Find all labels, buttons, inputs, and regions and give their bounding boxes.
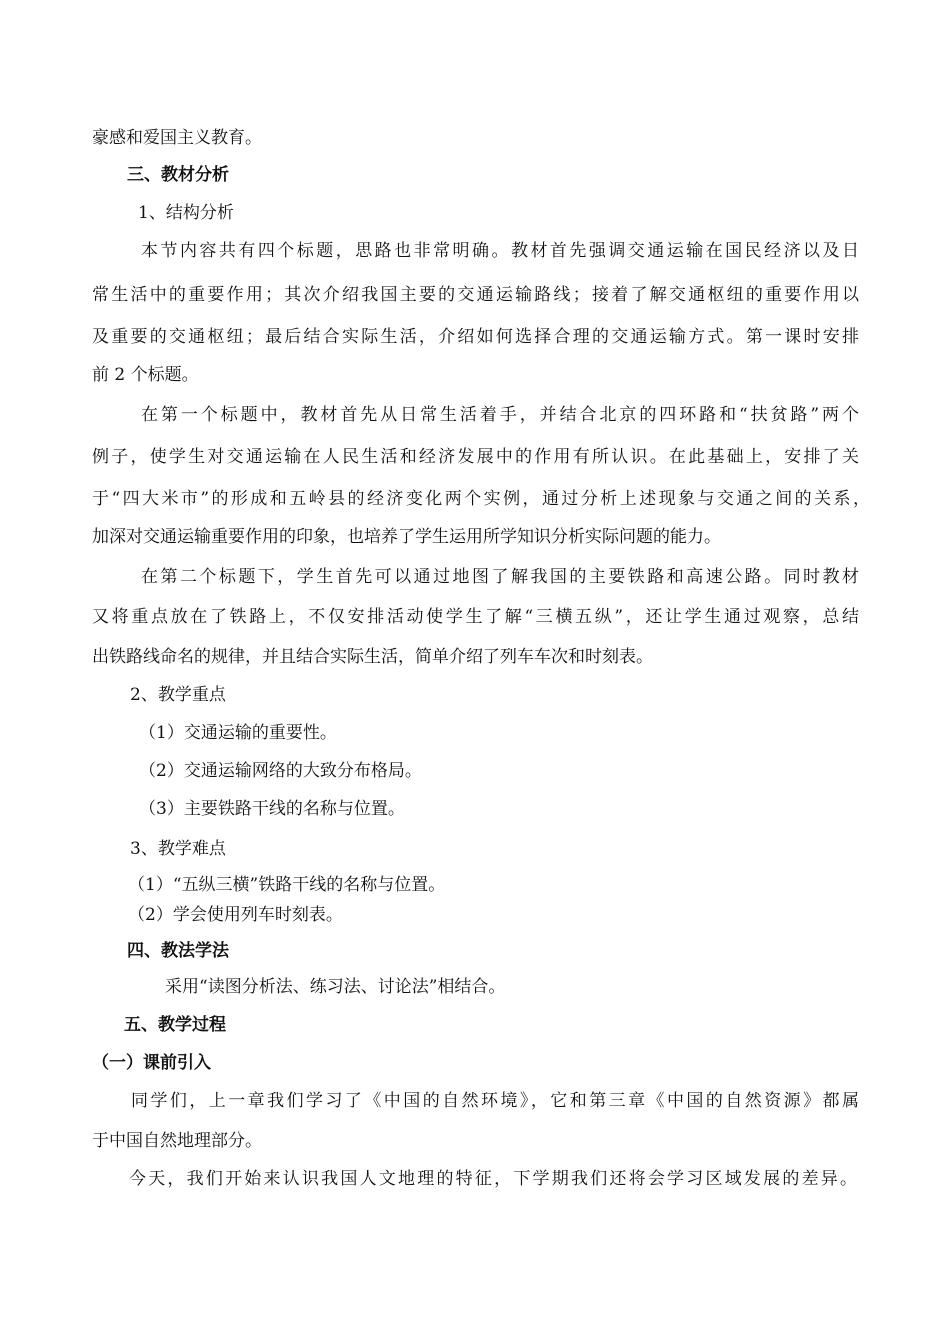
subsection-heading-intro: （一）课前引入 (92, 1053, 211, 1073)
paragraph-line: 今天，我们开始来认识我国人文地理的特征，下学期我们还将会学习区域发展的差异。 (129, 1169, 857, 1189)
paragraph-line: 本节内容共有四个标题，思路也非常明确。教材首先强调交通运输在国民经济以及日 (141, 241, 859, 261)
paragraph-line: 又将重点放在了铁路上，不仅安排活动使学生了解“三横五纵”，还让学生通过观察，总结 (92, 607, 859, 627)
subheading-key-points: 2、教学重点 (130, 685, 226, 705)
subheading-difficulties: 3、教学难点 (130, 839, 226, 859)
paragraph-line: 出铁路线命名的规律，并且结合实际生活，简单介绍了列车车次和时刻表。 (92, 647, 653, 667)
list-item: （3）主要铁路干线的名称与位置。 (139, 799, 405, 819)
paragraph-line: 加深对交通运输重要作用的印象，也培养了学生运用所学知识分析实际问题的能力。 (92, 527, 721, 547)
list-item: （2）学会使用列车时刻表。 (128, 905, 343, 925)
section-heading-materials: 三、教材分析 (127, 165, 229, 185)
paragraph-line: 例子，使学生对交通运输在人民生活和经济发展中的作用有所认识。在此基础上，安排了关 (92, 447, 859, 467)
paragraph-line: 前 2 个标题。 (92, 365, 199, 385)
paragraph-line: 于“四大米市”的形成和五岭县的经济变化两个实例，通过分析上述现象与交通之间的关系， (92, 489, 870, 509)
section-heading-process: 五、教学过程 (124, 1015, 226, 1035)
text-line: 采用“读图分析法、练习法、讨论法”相结合。 (165, 977, 506, 997)
paragraph-line: 同学们，上一章我们学习了《中国的自然环境》，它和第三章《中国的自然资源》都属 (131, 1091, 859, 1111)
list-item: （1）交通运输的重要性。 (139, 723, 337, 743)
section-heading-methods: 四、教法学法 (127, 941, 229, 961)
paragraph-line: 及重要的交通枢纽；最后结合实际生活，介绍如何选择合理的交通运输方式。第一课时安排 (92, 327, 859, 347)
paragraph-line: 于中国自然地理部分。 (92, 1131, 262, 1151)
text-line: 豪感和爱国主义教育。 (92, 128, 262, 148)
paragraph-line: 在第二个标题下，学生首先可以通过地图了解我国的主要铁路和高速公路。同时教材 (141, 567, 859, 587)
list-item: （1）“五纵三横”铁路干线的名称与位置。 (128, 875, 446, 895)
list-item: （2）交通运输网络的大致分布格局。 (139, 761, 422, 781)
paragraph-line: 常生活中的重要作用；其次介绍我国主要的交通运输路线；接着了解交通枢纽的重要作用以 (92, 285, 859, 305)
paragraph-line: 在第一个标题中，教材首先从日常生活着手，并结合北京的四环路和“扶贫路”两个 (141, 405, 859, 425)
subheading-structure: 1、结构分析 (138, 203, 234, 223)
